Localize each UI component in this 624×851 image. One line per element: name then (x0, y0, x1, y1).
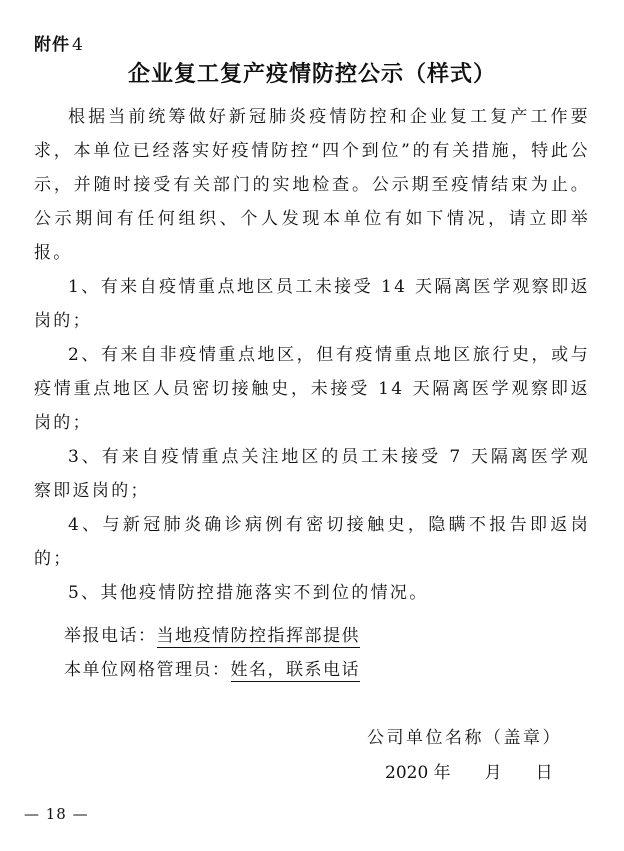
page-number: — 18 — (24, 805, 89, 823)
document-body (34, 100, 590, 610)
list-item-2: 2、有来自非疫情重点地区，但有疫情重点地区旅行史，或与疫情重点地区人员密切接触史，未接受 14 天隔离医学观察即返岗的； (34, 345, 590, 433)
list-item-4: 4、与新冠肺炎确诊病例有密切接触史，隐瞒不报告即返岗的； (34, 515, 590, 569)
report-phone-row (64, 621, 360, 646)
report-phone-value: 当地疫情防控指挥部提供 (156, 626, 360, 646)
document-title: 企业复工复产疫情防控公示（样式） (127, 62, 496, 87)
attachment-label-text: 附件 (34, 35, 70, 55)
attachment-number: 4 (72, 35, 84, 55)
list-item-3: 3、有来自疫情重点关注地区的员工未接受 7 天隔离医学观察即返岗的； (34, 447, 590, 501)
intro-paragraph: 根据当前统筹做好新冠肺炎疫情防控和企业复工复产工作要求，本单位已经落实好疫情防控“四个到位”的有关措施，特此公示，并随时接受有关部门的实地检查。公示期至疫情结束为止。公示期间有任何组织、个人发现本单位有如下情况，请立即举报。 (34, 107, 590, 263)
signature-date (385, 758, 553, 783)
grid-manager-row (64, 655, 360, 680)
grid-manager-value: 姓名，联系电话 (230, 660, 360, 680)
date-year: 2020 年 (385, 763, 451, 783)
report-phone-label: 举报电话： (64, 626, 157, 646)
date-month: 月 (484, 763, 502, 783)
list-item-5: 5、其他疫情防控措施落实不到位的情况。 (68, 583, 429, 603)
date-day: 日 (535, 763, 553, 783)
grid-manager-label: 本单位网格管理员： (64, 660, 231, 680)
company-seal-line: 公司单位名称（盖章） (367, 728, 562, 748)
attachment-label (34, 30, 84, 55)
list-item-1: 1、有来自疫情重点地区员工未接受 14 天隔离医学观察即返岗的； (34, 277, 590, 331)
